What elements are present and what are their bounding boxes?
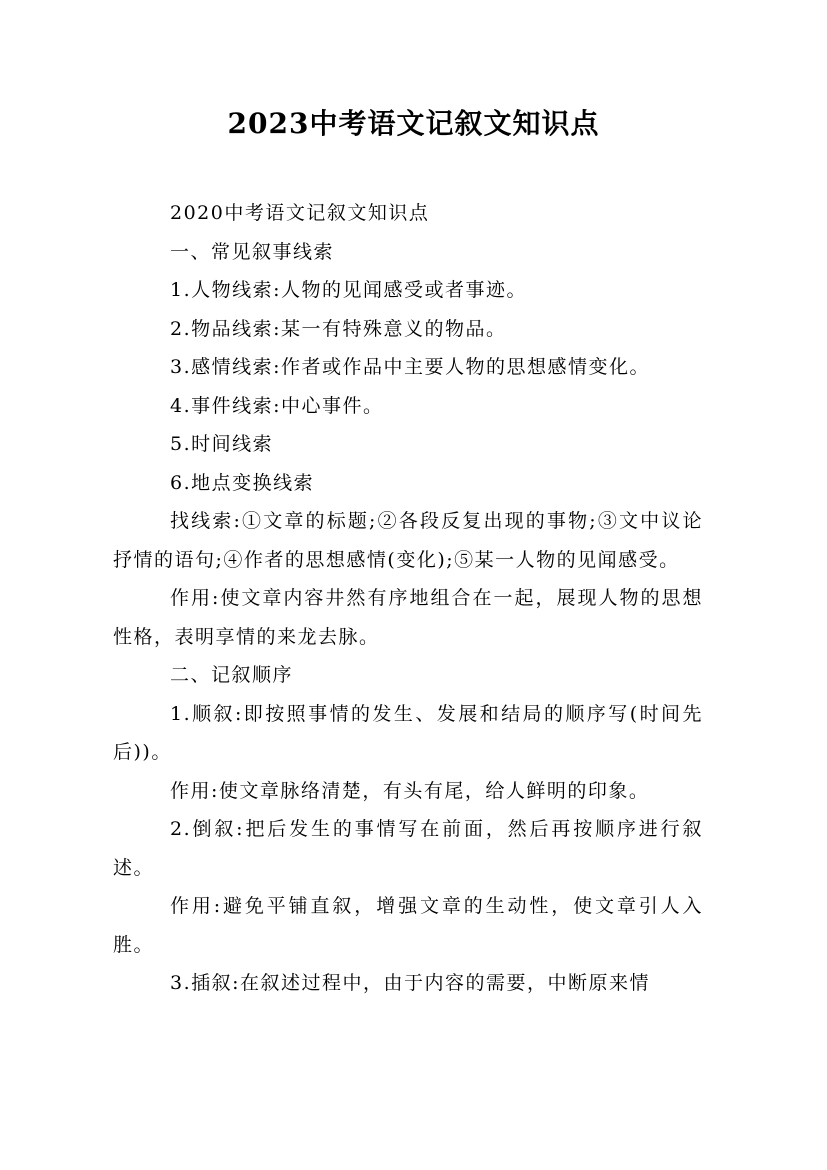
document-body bbox=[113, 194, 703, 1003]
paragraph: 6.地点变换线索 bbox=[170, 471, 315, 494]
paragraph: 3.感情线索:作者或作品中主要人物的思想感情变化。 bbox=[170, 356, 651, 378]
paragraph: 5.时间线索 bbox=[170, 433, 274, 455]
paragraph: 3.插叙:在叙述过程中，由于内容的需要，中断原来情 bbox=[170, 972, 651, 994]
paragraph: 2020中考语文记叙文知识点 bbox=[170, 202, 430, 224]
document-title: 2023中考语文记叙文知识点 bbox=[227, 107, 600, 140]
section-heading: 一、常见叙事线索 bbox=[170, 240, 335, 263]
paragraph: 作用:避免平铺直叙，增强文章的生动性，使文章引人入胜。 bbox=[113, 895, 703, 956]
paragraph: 1.顺叙:即按照事情的发生、发展和结局的顺序写(时间先后))。 bbox=[113, 702, 703, 763]
paragraph: 作用:使文章脉络清楚，有头有尾，给人鲜明的印象。 bbox=[170, 779, 650, 802]
section-heading: 二、记叙顺序 bbox=[170, 664, 294, 686]
paragraph: 4.事件线索:中心事件。 bbox=[170, 394, 384, 417]
paragraph: 2.倒叙:把后发生的事情写在前面，然后再按顺序进行叙述。 bbox=[113, 818, 703, 879]
paragraph: 1.人物线索:人物的见闻感受或者事迹。 bbox=[170, 279, 528, 301]
paragraph: 找线索:①文章的标题;②各段反复出现的事物;③文中议论抒情的语句;④作者的思想感情(变化);⑤某一人物的见闻感受。 bbox=[113, 510, 703, 571]
paragraph: 作用:使文章内容井然有序地组合在一起，展现人物的思想性格，表明享情的来龙去脉。 bbox=[113, 587, 703, 648]
paragraph: 2.物品线索:某一有特殊意义的物品。 bbox=[170, 317, 507, 340]
